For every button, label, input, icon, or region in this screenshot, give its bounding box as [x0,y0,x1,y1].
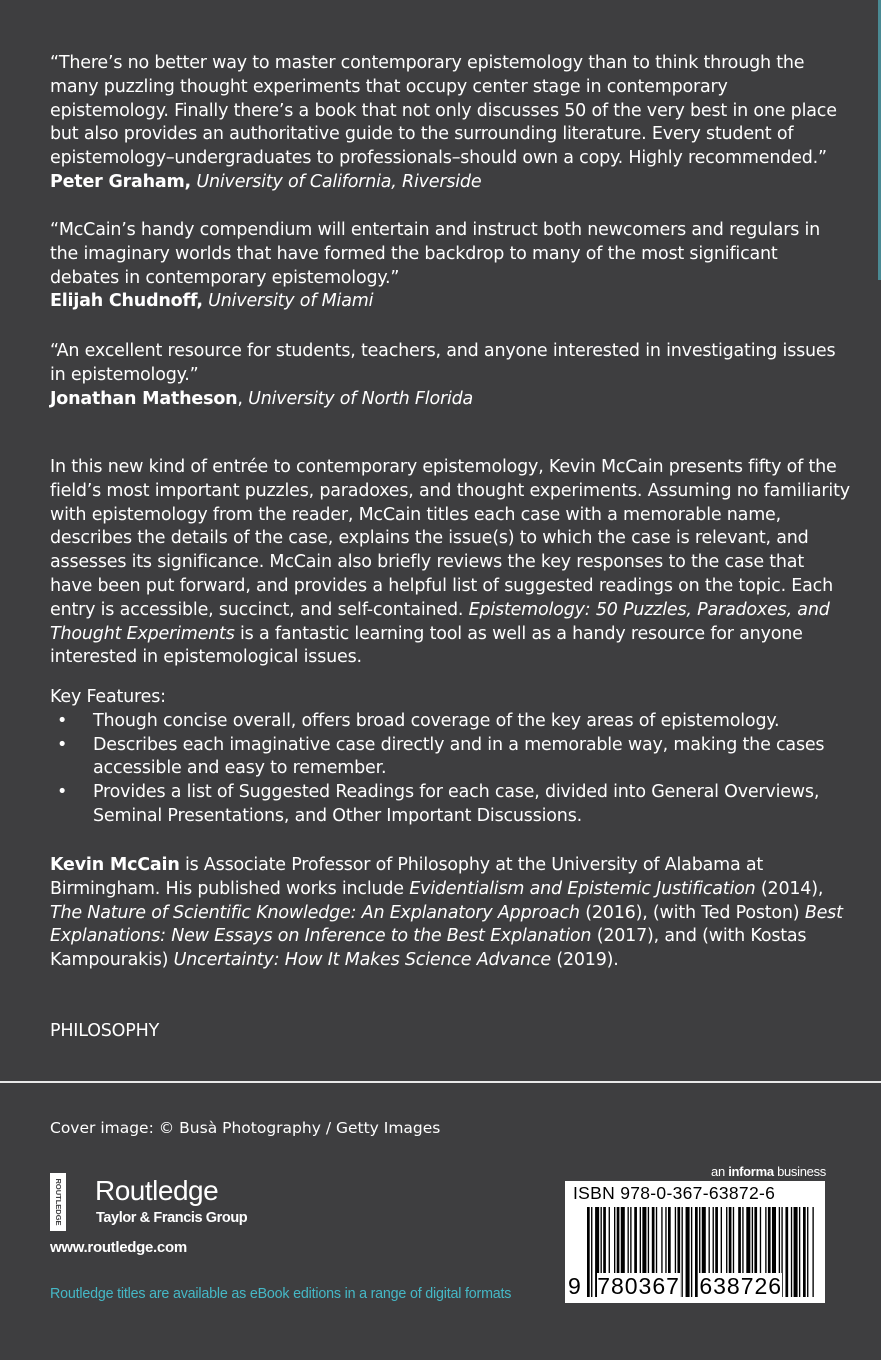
barcode-bar [812,1207,813,1297]
review-quote-3 [50,340,850,411]
quote-text: “There’s no better way to master contemporary epistemology than to think through the many puzzling thought experiments that occupy center stage in contemporary epistemology. Finally there’s a book that not only discusses 50 of the very best in one place but also provides an authoritative guide to the surrounding literature. Every student of epistemology–undergraduates to professionals–should own a copy. Highly recommended.” [50,53,837,169]
quote-attribution [50,171,850,195]
list-item: • Describes each imaginative case directly and in a memorable way, making the cases accessible and easy to remember. [50,734,850,782]
quote-text: “An excellent resource for students, teachers, and anyone interested in investigating issues in epistemology.” [50,341,836,385]
barcode-bar [791,1207,792,1297]
key-features-list [50,710,850,829]
review-quote-1 [50,52,850,195]
author-bio [50,854,850,973]
key-features [50,686,850,829]
divider-line [0,1081,881,1083]
quote-text: “McCain’s handy compendium will entertain and instruct both newcomers and regulars in the imaginary worlds that have formed the backdrop to many of the most significant debates in contemporary epistemology.” [50,220,821,288]
list-item: • Provides a list of Suggested Readings for each case, divided into General Overviews, Seminal Presentations, and Other Important Discussions. [50,781,850,829]
bio-text: is Associate Professor of Philosophy at the University of Alabama at Birmingham. His published works include [50,855,764,899]
book-description [50,456,850,670]
review-quote-2 [50,219,850,314]
reviewer-affiliation: University of California, Riverside [196,171,482,192]
barcode-bar [785,1207,788,1297]
description-text-end: is a fantastic learning tool as well as a handy resource for anyone interested in epistemological issues. [50,623,803,668]
author-name: Kevin McCain [50,855,180,875]
barcode-digits-group1: 780367 [597,1273,680,1299]
routledge-logo-icon [50,1173,66,1231]
description-text: In this new kind of entrée to contemporary epistemology, Kevin McCain presents fifty of the field’s most important puzzles, paradoxes, and thought experiments. Assuming no familiarity with epistemology from the reader, McCain titles each case with a memorable name, describes the details of the case, explains the issue(s) to which the case is relevant, and assesses its significance. McCain also briefly reviews the key responses to the case that have been put forward, and provides a helpful list of suggested readings on the topic. Each entry is accessible, succinct, and self-contained. [50,457,850,620]
work-title: Best Explanations: New Essays on Inference to the Best Explanation [50,902,843,947]
publisher-group: Taylor & Francis Group [96,1210,248,1226]
bio-text: (2016), (with Ted Poston) [579,902,805,923]
informa-business-tag [711,1164,826,1179]
bio-text: (2014), [755,878,824,899]
reviewer-affiliation: University of Miami [208,291,374,312]
ebook-availability-note: Routledge titles are available as eBook editions in a range of digital formats [50,1286,512,1302]
quote-attribution [50,290,850,314]
list-item: • Though concise overall, offers broad coverage of the key areas of epistemology. [50,710,850,734]
reviewer-name: Elijah Chudnoff, [50,291,203,312]
work-title: Evidentialism and Epistemic Justification [409,878,756,899]
barcode-bar [799,1207,800,1297]
book-title: Epistemology: 50 Puzzles, Paradoxes, and Thought Experiments [50,599,830,644]
publisher-website-link[interactable]: www.routledge.com [50,1239,187,1256]
barcode-digits-group2: 638726 [699,1273,783,1299]
barcode-digit-first: 9 [568,1273,582,1299]
bio-text: (2019). [550,950,619,971]
barcode-bar [794,1207,798,1297]
cover-image-credit: Cover image: © Busà Photography / Getty Images [50,1119,441,1137]
logo-mark-text: ROUTLEDGE [54,1178,64,1226]
reviewer-name: Jonathan Matheson [50,388,238,409]
work-title: The Nature of Scientific Knowledge: An Explanatory Approach [50,902,580,923]
informa-prefix: an [711,1164,729,1179]
quote-attribution: Jonathan Matheson, University of North Florida [50,388,474,409]
barcode-digits [568,1273,782,1300]
routledge-logo [50,1173,290,1233]
reviewer-name: Peter Graham, [50,171,192,192]
informa-brand: informa [728,1164,774,1179]
isbn-barcode [565,1181,825,1303]
barcode-bar [807,1207,808,1297]
informa-suffix: business [773,1164,826,1179]
key-features-heading: Key Features: [50,687,166,707]
publisher-name: Routledge [95,1175,219,1206]
barcode-bar [803,1207,806,1297]
bio-text: (2017), and (with Kostas Kampourakis) [50,926,807,971]
reviewer-affiliation: University of North Florida [248,388,474,409]
subject-category: PHILOSOPHY [50,1021,160,1041]
work-title: Uncertainty: How It Makes Science Advance [173,950,551,971]
isbn-number: ISBN 978-0-367-63872-6 [573,1183,776,1203]
